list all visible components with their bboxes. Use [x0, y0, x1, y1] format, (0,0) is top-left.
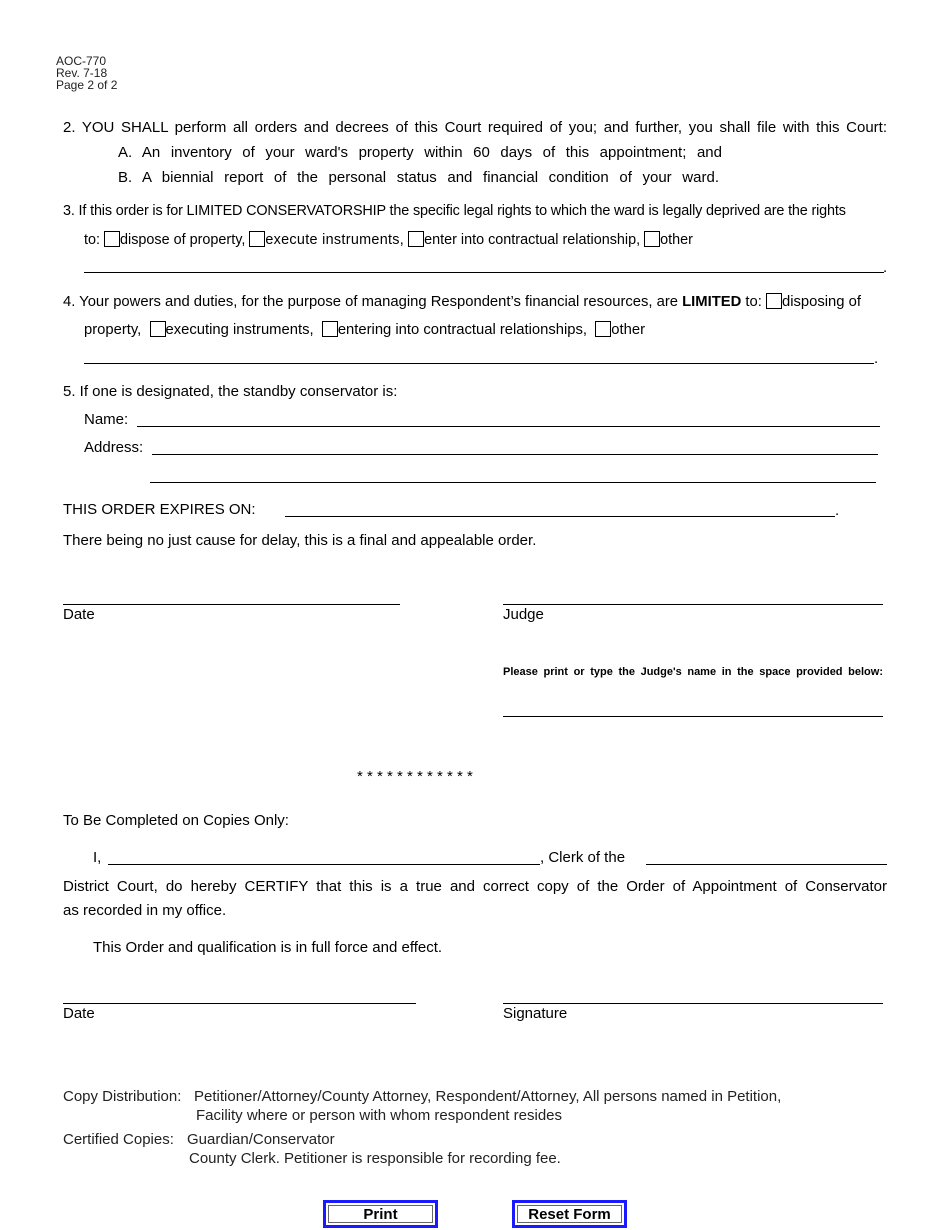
option-execute-instruments-label: execute instruments,: [265, 232, 405, 248]
signature-label: Signature: [503, 1005, 568, 1022]
date-label: Date: [63, 606, 95, 623]
expires-label: THIS ORDER EXPIRES ON:: [63, 501, 256, 518]
expires-line[interactable]: [285, 516, 835, 517]
checkbox-other-rights[interactable]: [644, 231, 660, 247]
copy-distribution-label: Copy Distribution:: [63, 1088, 182, 1105]
form-revision: Rev. 7-18: [56, 66, 108, 80]
judge-label: Judge: [503, 606, 544, 623]
date-2-line[interactable]: [63, 1003, 416, 1004]
clerk-of-label: , Clerk of the: [540, 849, 626, 866]
item-4-text-before: 4. Your powers and duties, for the purpose of managing Respondent’s financial resources, are: [63, 294, 683, 310]
option-disposing-of-label: disposing of: [782, 294, 861, 310]
date-2-label: Date: [63, 1005, 95, 1022]
print-button-label: Print: [328, 1205, 433, 1223]
expires-period: .: [835, 502, 840, 519]
option-other-rights-label: other: [660, 232, 693, 248]
reset-form-button[interactable]: [512, 1200, 627, 1228]
print-button[interactable]: [323, 1200, 438, 1228]
copies-heading: To Be Completed on Copies Only:: [63, 812, 289, 829]
item-3-other-line[interactable]: [84, 272, 884, 273]
judge-line[interactable]: [503, 604, 883, 605]
standby-address-line-2[interactable]: [150, 482, 876, 483]
option-other-powers-label: other: [611, 322, 646, 338]
option-executing-instruments-label: executing instruments,: [165, 322, 314, 338]
copy-distribution-line-1: Petitioner/Attorney/County Attorney, Respondent/Attorney, All persons named in Petition,: [194, 1088, 782, 1105]
certified-copies-line-2: County Clerk. Petitioner is responsible for recording fee.: [189, 1150, 561, 1167]
judge-print-note: Please print or type the Judge's name in the space provided below:: [503, 666, 883, 678]
copy-distribution-line-2: Facility where or person with whom respondent resides: [196, 1107, 562, 1124]
checkbox-disposing-of[interactable]: [766, 293, 782, 309]
item-3-text: 3. If this order is for LIMITED CONSERVATORSHIP the specific legal rights to which the ward is legally deprived are the rights: [63, 203, 846, 219]
clerk-county-line[interactable]: [646, 864, 887, 865]
page-number: Page 2 of 2: [56, 78, 118, 92]
name-label: Name:: [84, 411, 129, 428]
item-2a-text: A. An inventory of your ward's property within 60 days of this appointment; and: [118, 144, 722, 161]
judge-name-line[interactable]: [503, 716, 883, 717]
final-order-text: There being no just cause for delay, this is a final and appealable order.: [63, 532, 537, 549]
option-contractual-relationship-label: enter into contractual relationship,: [424, 232, 641, 248]
option-entering-contractual-label: entering into contractual relationships,: [337, 322, 588, 338]
checkbox-contractual-relationship[interactable]: [408, 231, 424, 247]
checkbox-entering-contractual[interactable]: [322, 321, 338, 337]
standby-name-line[interactable]: [137, 426, 880, 427]
form-id: AOC-770: [56, 54, 107, 68]
in-force-text: This Order and qualification is in full force and effect.: [93, 939, 443, 956]
item-4-other-line[interactable]: [84, 363, 874, 364]
item-4-period: .: [874, 350, 879, 367]
reset-form-button-label: Reset Form: [517, 1205, 622, 1223]
checkbox-other-powers[interactable]: [595, 321, 611, 337]
i-label: I,: [93, 849, 102, 866]
certified-copies-label: Certified Copies:: [63, 1131, 174, 1148]
separator-stars: * * * * * * * * * * * *: [357, 768, 473, 785]
item-4-text-after: to:: [741, 294, 762, 310]
date-line[interactable]: [63, 604, 400, 605]
checkbox-dispose-property[interactable]: [104, 231, 120, 247]
clerk-name-line[interactable]: [108, 864, 540, 865]
signature-line[interactable]: [503, 1003, 883, 1004]
item-2-text: 2. YOU SHALL perform all orders and decrees of this Court required of you; and further, you shall file with this Court:: [63, 119, 887, 136]
standby-address-line-1[interactable]: [152, 454, 878, 455]
item-3-options: [84, 231, 693, 248]
item-4-limited: LIMITED: [682, 294, 742, 310]
checkbox-executing-instruments[interactable]: [150, 321, 166, 337]
checkbox-execute-instruments[interactable]: [249, 231, 265, 247]
item-3-prefix: to:: [84, 232, 100, 248]
address-label: Address:: [84, 439, 144, 456]
certify-text-line-1: District Court, do hereby CERTIFY that this is a true and correct copy of the Order of Appointment of Conservator: [63, 878, 887, 895]
certify-text-line-2: as recorded in my office.: [63, 902, 227, 919]
certified-copies-line-1: Guardian/Conservator: [187, 1131, 335, 1148]
item-3-period: .: [883, 259, 888, 276]
item-5-text: 5. If one is designated, the standby conservator is:: [63, 383, 398, 400]
option-dispose-property-label: dispose of property,: [120, 232, 246, 248]
item-4-options: [84, 321, 645, 338]
item-4-property: property,: [84, 322, 142, 338]
item-4-text: [63, 293, 861, 310]
item-2b-text: B. A biennial report of the personal status and financial condition of your ward.: [118, 169, 719, 186]
